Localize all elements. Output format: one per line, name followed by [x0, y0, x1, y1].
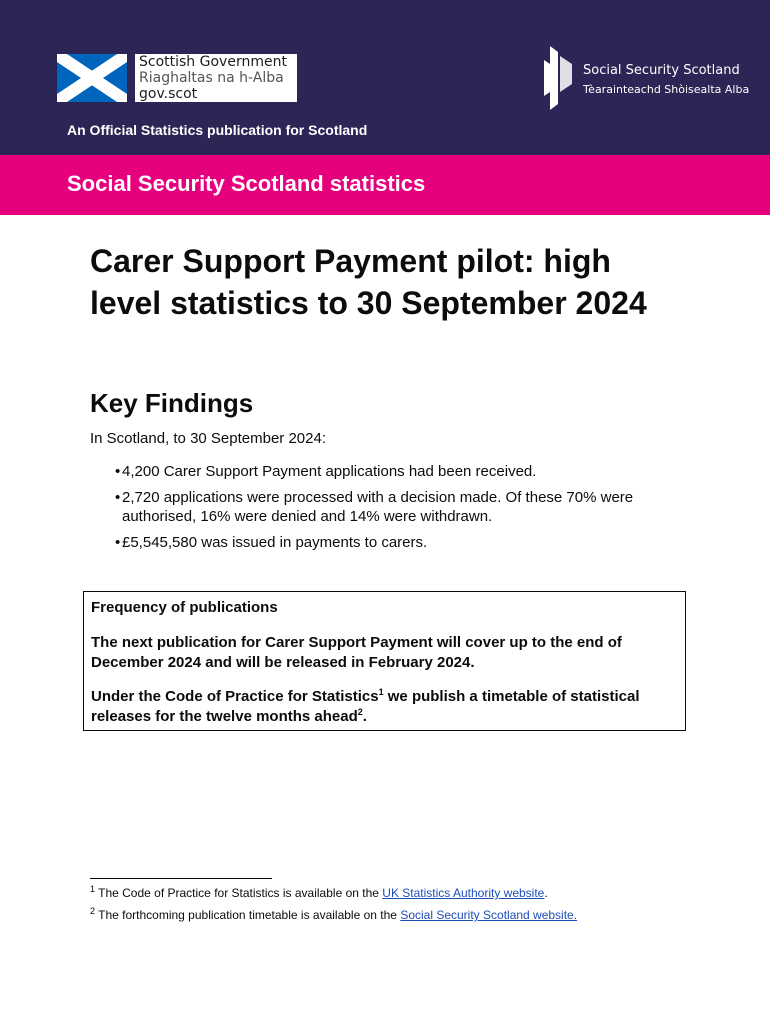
- sg-logo-line-gaelic: Riaghaltas na h-Alba: [139, 70, 284, 86]
- footnote-marker: 1: [90, 884, 96, 894]
- code-of-practice-text-start: Under the Code of Practice for Statistics: [91, 688, 379, 705]
- code-of-practice-text-end: .: [362, 708, 367, 725]
- finding-text: £5,545,580 was issued in payments to carers.: [122, 534, 428, 551]
- bullet-dot-icon: •: [115, 534, 121, 551]
- footnote-1: [90, 886, 548, 900]
- finding-text: 2,720 applications were processed with a decision made. Of these 70% were authorised, 16% were denied and 14% were withdrawn.: [122, 489, 634, 525]
- social-security-scotland-mark-icon: [542, 44, 576, 114]
- key-findings-intro: In Scotland, to 30 September 2024:: [90, 430, 326, 447]
- official-statistics-label: An Official Statistics publication for Scotland: [67, 122, 368, 138]
- series-band-title: Social Security Scotland statistics: [67, 171, 426, 196]
- uk-statistics-authority-link[interactable]: UK Statistics Authority website: [382, 886, 545, 900]
- next-publication-text: The next publication for Carer Support Payment will cover up to the end of December 2024 and will be released in February 2024.: [91, 634, 622, 671]
- sss-logo-name: Social Security Scotland: [583, 63, 740, 78]
- footnote-text: The Code of Practice for Statistics is available on the: [95, 886, 383, 900]
- scottish-government-logo[interactable]: [57, 54, 297, 102]
- key-findings-list: [90, 462, 680, 559]
- bullet-dot-icon: •: [115, 463, 121, 480]
- sg-logo-text: [135, 54, 297, 102]
- footnote-2: [90, 908, 577, 922]
- footnote-divider: [90, 878, 272, 879]
- saltire-flag-icon: [57, 54, 127, 102]
- social-security-scotland-logo[interactable]: [542, 44, 752, 114]
- code-of-practice-text-middle: we publish a timetable of statistical releases for the twelve months ahead: [91, 688, 640, 725]
- sg-logo-line-english: Scottish Government: [139, 54, 287, 70]
- frequency-heading: Frequency of publications: [91, 599, 278, 616]
- footnote-ref-1[interactable]: 1: [378, 687, 384, 697]
- list-item: [90, 533, 680, 552]
- publication-frequency-box: [83, 591, 686, 731]
- footnote-marker: 2: [90, 906, 96, 916]
- footnote-text: The forthcoming publication timetable is available on the: [95, 908, 401, 922]
- finding-text: 4,200 Carer Support Payment applications had been received.: [122, 463, 537, 480]
- footnote-end: .: [544, 886, 548, 900]
- bullet-dot-icon: •: [115, 489, 121, 506]
- document-title: Carer Support Payment pilot: high level statistics to 30 September 2024: [90, 243, 647, 321]
- code-of-practice-text: [91, 687, 681, 727]
- series-band: [0, 155, 770, 215]
- key-findings-heading: Key Findings: [90, 388, 254, 418]
- sss-logo-gaelic-name: Tèarainteachd Shòisealta Alba: [583, 83, 750, 96]
- page-header: [0, 0, 770, 155]
- sg-logo-line-domain: gov.scot: [139, 86, 198, 102]
- list-item: [90, 488, 680, 526]
- list-item: [90, 462, 680, 481]
- social-security-scotland-link[interactable]: Social Security Scotland website.: [400, 908, 578, 922]
- footnote-ref-2[interactable]: 2: [357, 707, 363, 717]
